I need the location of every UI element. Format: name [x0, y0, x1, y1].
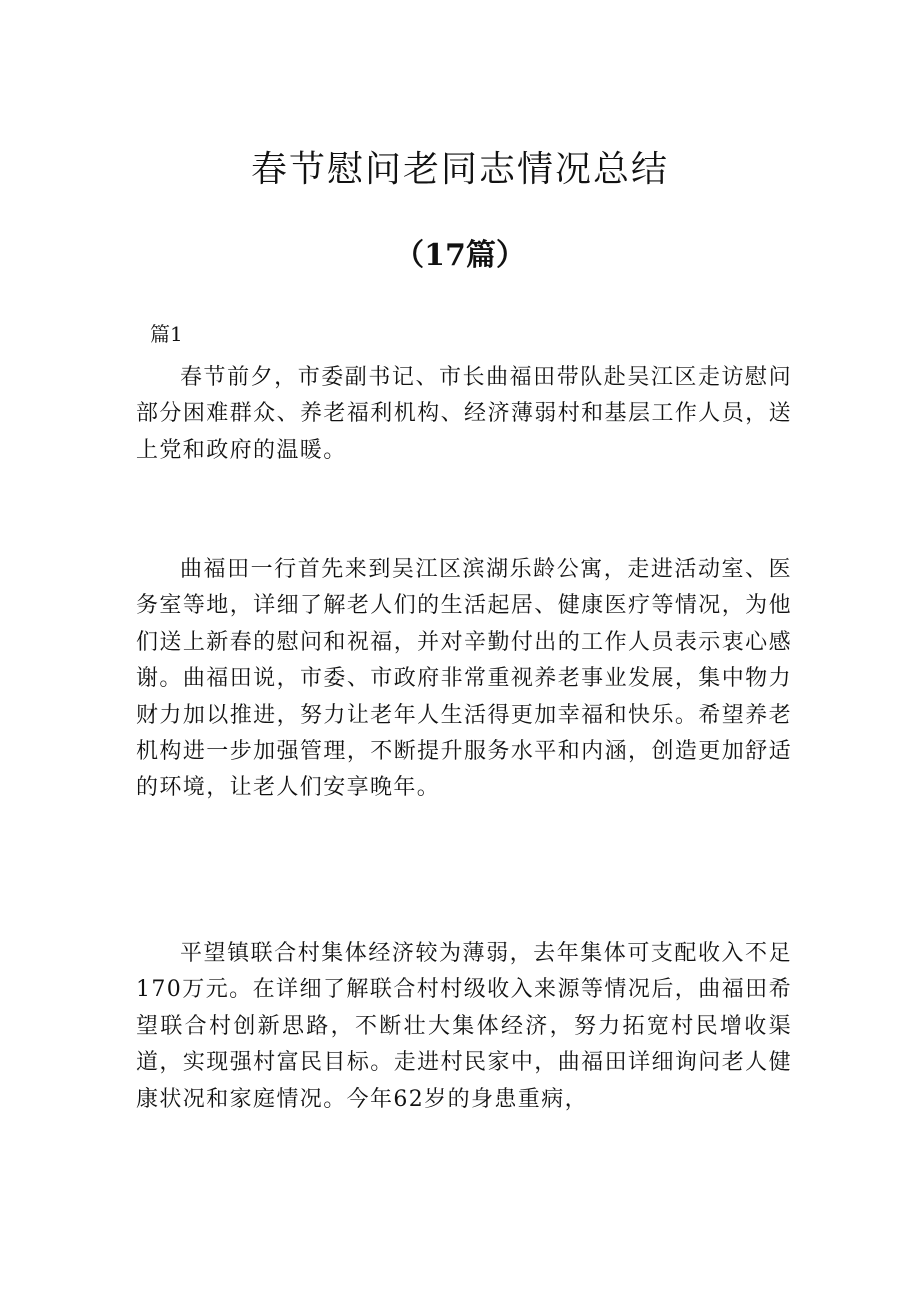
document-subtitle: （17篇） [394, 238, 526, 273]
paragraph-2: 曲福田一行首先来到吴江区滨湖乐龄公寓，走进活动室、医务室等地，详细了解老人们的生活起居、健康医疗等情况，为他们送上新春的慰问和祝福，并对辛勤付出的工作人员表示衷心感谢。曲福田说，市委、市政府非常重视养老事业发展，集中物力财力加以推进，努力让老年人生活得更加幸福和快乐。希望养老机构进一步加强管理，不断提升服务水平和内涵，创造更加舒适的环境，让老人们安享晚年。 [136, 557, 792, 801]
section-label: 篇1 [150, 322, 183, 346]
paragraph-3: 平望镇联合村集体经济较为薄弱，去年集体可支配收入不足170万元。在详细了解联合村村级收入来源等情况后，曲福田希望联合村创新思路，不断壮大集体经济，努力拓宽村民增收渠道，实现强村富民目标。走进村民家中，曲福田详细询问老人健康状况和家庭情况。今年62岁的身患重病， [136, 941, 792, 1112]
paragraph-1: 春节前夕，市委副书记、市长曲福田带队赴吴江区走访慰问部分困难群众、养老福利机构、经济薄弱村和基层工作人员，送上党和政府的温暖。 [136, 365, 792, 463]
document-title: 春节慰问老同志情况总结 [250, 149, 669, 190]
